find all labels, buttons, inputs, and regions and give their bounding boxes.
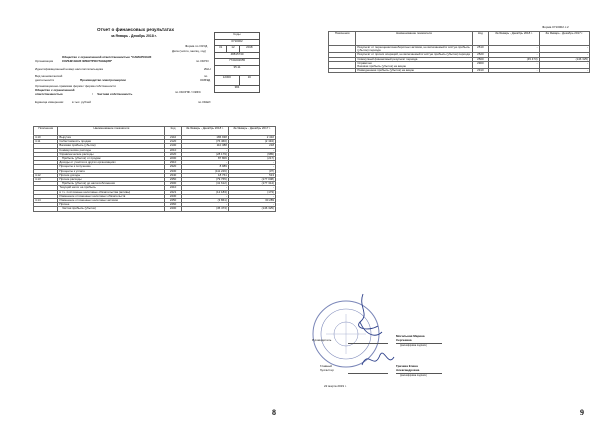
col-previous: За Январь - Декабрь 2017 г. [539, 32, 589, 46]
code-cell: 2330 [165, 169, 181, 173]
name-cell: Доходы от участия в других организациях [58, 161, 165, 165]
current-value-cell: - [489, 46, 539, 53]
code-cell: 2220 [165, 152, 181, 156]
code-cell: 2910 [472, 69, 488, 73]
previous-value-cell: - [539, 69, 589, 73]
name-cell: Разводненная прибыль (убыток) на акцию [356, 69, 472, 73]
previous-value-cell: - [228, 203, 275, 207]
unit-label: Единица измерения: [35, 100, 64, 104]
okved-label-2: ОКВЭД [200, 78, 211, 82]
okopf-label: по ОКОПФ / ОКФС [175, 90, 201, 94]
previous-value-cell: 218 [228, 144, 275, 148]
previous-value-cell: (177 008) [228, 178, 275, 182]
name-cell: Выручка [58, 136, 165, 140]
note-cell [329, 46, 356, 53]
accountant-signature [358, 345, 398, 375]
legal-form-value-1: Общество с ограниченной [35, 88, 75, 92]
current-value-cell: - [489, 53, 539, 57]
current-value-cell: - [181, 194, 228, 198]
previous-value-cell: - [228, 148, 275, 152]
okei-value: 384 [215, 85, 260, 92]
code-cell: 2430 [165, 194, 181, 198]
current-value-cell: (45 473) [489, 57, 539, 61]
head-label: Руководитель [312, 338, 332, 342]
table-row [329, 69, 590, 73]
property-value: Частная собственность [97, 92, 133, 96]
previous-value-cell: - [228, 165, 275, 169]
legal-form-value-2: ответственностью [35, 92, 63, 96]
name-cell: в т.ч. постоянные налоговые обязательства (активы) [58, 190, 165, 194]
previous-value-cell: - [539, 53, 589, 57]
current-value-cell: (79 765) [181, 178, 228, 182]
col-current: За Январь - Декабрь 2018 г. [489, 32, 539, 46]
note-cell: 4.12 [34, 173, 58, 177]
previous-value-cell: 513 [228, 173, 275, 177]
table-row [34, 207, 276, 211]
okved-label-1: по [204, 74, 208, 78]
name-cell: Чистая прибыль (убыток) [58, 207, 165, 211]
codes-table [214, 32, 260, 93]
name-cell: Коммерческие расходы [58, 148, 165, 152]
left-page: Отчет о финансовых результатах за Январь - Декабрь 2018 г. Коды 0710002 31 12 2018 48815730 7730202655 35.11 12300 16 384 Форма по ОКУД Дата (число, месяц, год) Организация Общество с ограниченной ответственностью "САМАРСКАЯ СОЛНЕЧНАЯ ЭЛЕКТРОСТАНЦИЯ" по ОКПО Идентификационный номер налогоплательщика ИНН Вид экономической деятельности Производство электроэнергии по ОКВЭД Организационно-правовая форма / форма собственности Общество с ограниченной ответственностью / Частная собственность по ОКОПФ / ОКФС Единица измерения: в тыс. рублей по ОКЕИ Пояснения Наименование показателя Код За Январь - Декабрь 2018 г. За Январь - Декабрь 2017 г. 4.10 Выручка 2110 186 938 2 432 4.11 Себестоимость продаж 2120 (76 460) (2 194) Валовая прибыль (убыток) 2100 110 388 218 Коммерческие расходы 2210 - - Управленческие расходы 2220 (28 179) (985) Прибыль (убыток) от продаж 2200 87 806 (217) Доходы от участия в других организациях 2310 - - Проценты к получению 2320 8 989 - Проценты к уплате 2330 (111 226) (37) 4.12 Прочие доходы 2340 18 761 513 4.13 Прочие расходы 2350 (79 765) (177 008) Прибыль (убыток) до налогообложения 2300 (41 612) (177 314) Текущий налог на прибыль 2410 - - в т.ч. постоянные налоговые обязательства (активы) 2421 (12 183) (173) Изменение отложенных налоговых обязательств 2430 - - 4.14 Изменение отложенных налоговых активов 2450 (3 861) 30 289 Прочее 2460 - - Чистая прибыль (убыток) 2400 (45 473) (146 325) 8 [0, 0, 300, 424]
current-value-cell: 110 388 [181, 144, 228, 148]
name-cell: Изменение отложенных налоговых активов [58, 199, 165, 203]
date-day: 31 [215, 46, 227, 53]
head-caption: (расшифровка подписи) [400, 344, 427, 347]
okud-value: 0710002 [215, 39, 260, 46]
okei-label: по ОКЕИ [198, 100, 211, 104]
accountant-label-1: Главный [320, 364, 332, 368]
code-cell: 2200 [165, 157, 181, 161]
report-title: Отчет о финансовых результатах [97, 27, 175, 32]
inn-short: ИНН [204, 67, 211, 71]
current-value-cell: (76 460) [181, 140, 228, 144]
code-cell: 2100 [165, 144, 181, 148]
activity-label-2: деятельности [35, 78, 55, 82]
col-code: Код [472, 32, 488, 46]
current-value-cell: (12 183) [181, 190, 228, 194]
legal-form-label: Организационно-правовая форма / форма собственности [35, 84, 116, 88]
code-cell: 2421 [165, 190, 181, 194]
col-code: Код [165, 127, 181, 136]
okopf-value: 12300 [215, 75, 240, 85]
current-value-cell: 87 806 [181, 157, 228, 161]
okpo-value: 48815730 [215, 52, 260, 59]
previous-value-cell: (177 314) [228, 182, 275, 186]
note-cell [329, 69, 356, 73]
previous-value-cell: (985) [228, 152, 275, 156]
org-label: Организация [35, 59, 54, 63]
previous-value-cell: (146 325) [539, 57, 589, 61]
col-name: Наименование показателя [58, 127, 165, 136]
name-cell: Совокупный финансовый результат периода [356, 57, 472, 61]
activity-label-1: Вид экономической [35, 74, 63, 78]
code-cell: 2120 [165, 140, 181, 144]
previous-value-cell: (146 325) [228, 207, 275, 211]
name-cell: Справочно Базовая прибыль (убыток) на акцию [356, 61, 472, 68]
name-cell: Изменение отложенных налоговых обязательств [58, 194, 165, 198]
current-value-cell: (28 179) [181, 152, 228, 156]
inn-label: Идентификационный номер налогоплательщика [35, 67, 103, 71]
current-value-cell: 186 938 [181, 136, 228, 140]
report-period: за Январь - Декабрь 2018 г. [111, 34, 157, 38]
codes-header: Коды [215, 33, 260, 40]
current-value-cell: (41 612) [181, 182, 228, 186]
previous-value-cell: (37) [228, 169, 275, 173]
col-note: Пояснения [34, 127, 58, 136]
income-statement-table [33, 126, 276, 212]
previous-value-cell: - [228, 186, 275, 190]
name-cell: Результат от прочих операций, не включаемый в чистую прибыль (убыток) периода [356, 53, 472, 57]
right-page [300, 0, 600, 424]
name-cell: Результат от переоценки внеоборотных активов, не включаемый в чистую прибыль (убыток) периода [357, 45, 471, 53]
current-value-cell: (3 861) [181, 199, 228, 203]
previous-value-cell: - [539, 46, 589, 53]
code-cell: 2300 [165, 182, 181, 186]
name-cell: Проценты к получению [58, 165, 165, 169]
code-cell: 2900 [472, 61, 488, 68]
date-year: 2018 [239, 46, 259, 53]
head-signature [348, 292, 388, 342]
current-value-cell: - [489, 61, 539, 68]
previous-value-cell: - [539, 61, 589, 68]
okud-label: Форма по ОКУД [185, 44, 208, 48]
current-value-cell: - [181, 186, 228, 190]
col-name: Наименование показателя [356, 32, 472, 46]
okved-value: 35.11 [215, 65, 260, 75]
code-cell: 2450 [165, 199, 181, 203]
previous-value-cell: - [228, 161, 275, 165]
name-cell: Прибыль (убыток) от продаж [58, 157, 165, 161]
name-cell: Прочее [58, 203, 165, 207]
previous-value-cell: 30 289 [228, 199, 275, 203]
activity-value: Производство электроэнергии [80, 78, 126, 82]
code-cell: 2520 [472, 53, 488, 57]
current-value-cell: - [181, 161, 228, 165]
head-name-1: Могильная Марина [396, 334, 425, 338]
inn-value: 7730202655 [215, 59, 260, 66]
accountant-name-2: Александровна [396, 368, 420, 372]
note-cell [329, 61, 356, 68]
page-number-left: 8 [272, 408, 276, 417]
note-cell: 4.11 [34, 140, 58, 144]
accountant-caption: (расшифровка подписи) [400, 374, 427, 377]
name-cell: Текущий налог на прибыль [58, 186, 165, 190]
unit-value: в тыс. рублей [72, 100, 91, 104]
code-cell: 2460 [165, 203, 181, 207]
previous-value-cell: 2 432 [228, 136, 275, 140]
date-label: Дата (число, месяц, год) [172, 49, 206, 53]
name-cell: Управленческие расходы [58, 152, 165, 156]
accountant-label-2: бухгалтер [320, 368, 334, 372]
name-cell: Проценты к уплате [58, 169, 165, 173]
note-cell: 4.10 [34, 136, 58, 140]
note-cell: 4.13 [34, 178, 58, 182]
page-number-right: 9 [580, 408, 584, 417]
name-cell: Себестоимость продаж [58, 140, 165, 144]
head-name-2: Сергеевна [396, 338, 412, 342]
signature-date: 22 марта 2019 г. [324, 384, 347, 388]
code-cell: 2500 [472, 57, 488, 61]
accountant-name-1: Грачева Елена [396, 364, 418, 368]
code-cell: 2110 [165, 136, 181, 140]
date-month: 12 [227, 46, 239, 53]
okpo-label: по ОКПО [196, 59, 209, 63]
form-label: Форма 0710002 с.2 [542, 25, 569, 29]
current-value-cell: - [181, 203, 228, 207]
name-cell: Прочие доходы [58, 173, 165, 177]
col-current: За Январь - Декабрь 2018 г. [181, 127, 228, 136]
note-cell [34, 207, 58, 211]
comprehensive-result-table [328, 31, 590, 73]
previous-value-cell: - [228, 194, 275, 198]
current-value-cell: 8 989 [181, 165, 228, 169]
org-name-2: СОЛНЕЧНАЯ ЭЛЕКТРОСТАНЦИЯ" [62, 59, 113, 63]
org-name-1: Общество с ограниченной ответственностью "САМАРСКАЯ [62, 55, 152, 59]
code-cell: 2410 [165, 186, 181, 190]
code-cell: 2350 [165, 178, 181, 182]
note-cell: 4.14 [34, 199, 58, 203]
code-cell: 2400 [165, 207, 181, 211]
name-cell: Прибыль (убыток) до налогообложения [58, 182, 165, 186]
code-cell: 2340 [165, 173, 181, 177]
previous-value-cell: (217) [228, 157, 275, 161]
current-value-cell: (111 226) [181, 169, 228, 173]
current-value-cell: - [489, 69, 539, 73]
current-value-cell: 18 761 [181, 173, 228, 177]
col-note: Пояснения [329, 32, 356, 46]
code-cell: 2320 [165, 165, 181, 169]
previous-value-cell: (2 194) [228, 140, 275, 144]
previous-value-cell: (173) [228, 190, 275, 194]
col-previous: За Январь - Декабрь 2017 г. [228, 127, 275, 136]
current-value-cell: - [181, 148, 228, 152]
code-cell: 2510 [472, 46, 488, 53]
current-value-cell: (45 473) [181, 207, 228, 211]
name-cell: Валовая прибыль (убыток) [58, 144, 165, 148]
code-cell: 2310 [165, 161, 181, 165]
code-cell: 2210 [165, 148, 181, 152]
name-cell: Прочие расходы [58, 178, 165, 182]
okfs-value: 16 [239, 75, 259, 85]
